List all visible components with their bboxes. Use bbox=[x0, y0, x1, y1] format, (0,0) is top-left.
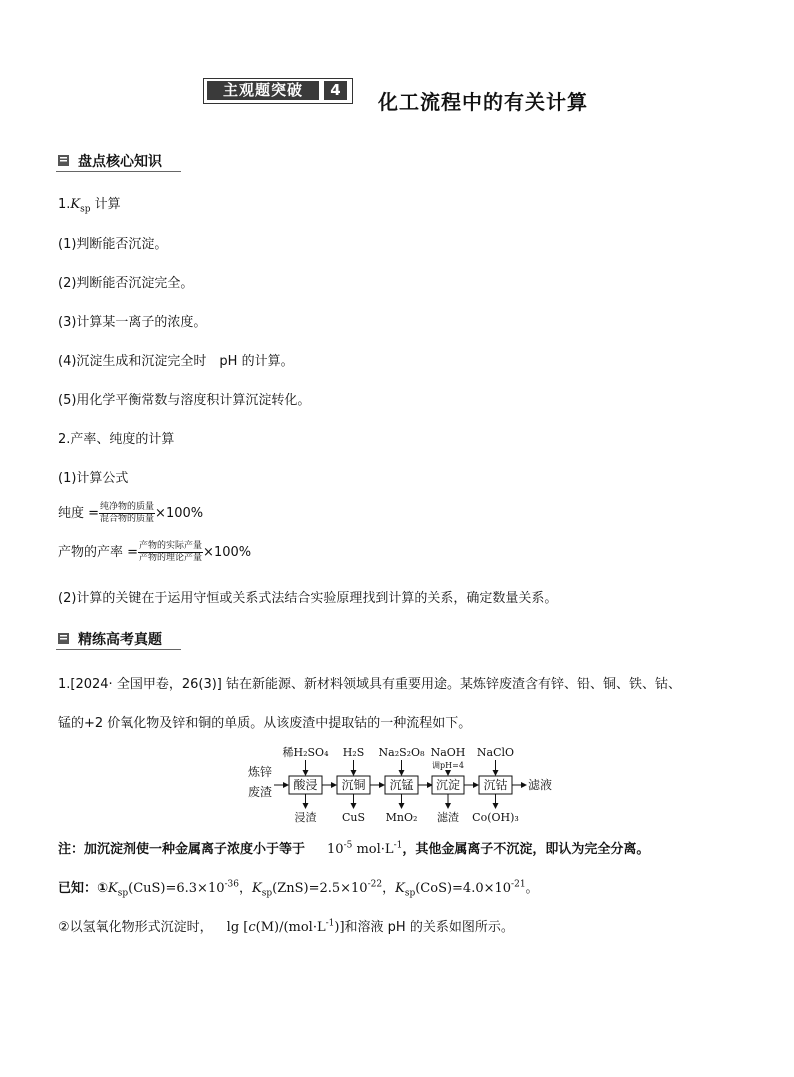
purity-formula: 纯度 = $\frac{\text{纯净物的质量}}{\text{混合物的质量}}$ ×100% bbox=[58, 502, 204, 524]
list-item: (5)用化学平衡常数与溶度积计算沉淀转化。 bbox=[58, 393, 311, 408]
badge-label: 主观题突破 bbox=[207, 81, 319, 100]
yield-fraction: $\frac{\text{产物的实际产量}}{\text{产物的理论产量}}$ bbox=[139, 541, 203, 563]
flow-reagent: H₂S bbox=[342, 746, 365, 759]
flow-reagent: 稀H₂SO₄ bbox=[282, 746, 329, 759]
item-yield-heading: 2.产率、纯度的计算 bbox=[58, 432, 175, 447]
flow-reagent: NaOH bbox=[430, 746, 466, 759]
flow-step-label: 沉钴 bbox=[483, 778, 508, 792]
list-item: (2)判断能否沉淀完全。 bbox=[58, 276, 194, 291]
yield-formula: 产物的产率 = $\frac{\text{产物的实际产量}}{\text{产物的理论产量}}$ ×100% bbox=[58, 541, 252, 563]
item-ksp-heading: $1.K_{sp}$ 计算 bbox=[58, 197, 121, 215]
flow-end-label: 滤液 bbox=[528, 778, 553, 792]
purity-fraction: $\frac{\text{纯净物的质量}}{\text{混合物的质量}}$ bbox=[100, 502, 155, 524]
book-icon bbox=[58, 632, 71, 645]
section-heading-exam: 精练高考真题 bbox=[78, 632, 162, 648]
flow-reagent: Na₂S₂O₈ bbox=[378, 746, 425, 759]
flow-product: CuS bbox=[341, 811, 366, 824]
flow-step-label: 沉锰 bbox=[389, 778, 414, 792]
known-hydroxide-note: ②以氢氧化物形式沉淀时， $\lg [c(M)/(mol\cdot L^{-1})]$和溶液 pH 的关系如图所示。 bbox=[58, 918, 514, 935]
page-title: 化工流程中的有关计算 bbox=[378, 90, 588, 114]
question-text: 1.[2024· 全国甲卷，26(3)] 钴在新能源、新材料领域具有重要用途。某炼锌废渣含有锌、铅、铜、铁、钴、 bbox=[58, 677, 681, 692]
list-item: (1)判断能否沉淀。 bbox=[58, 237, 168, 252]
list-item: (3)计算某一离子的浓度。 bbox=[58, 315, 207, 330]
flow-reagent-note: 调pH=4 bbox=[432, 761, 464, 770]
flow-reagent: NaClO bbox=[476, 746, 515, 759]
flow-product: Co(OH)₃ bbox=[472, 811, 519, 824]
flow-product: 滤渣 bbox=[437, 811, 459, 824]
flow-start-top: 炼锌 bbox=[248, 765, 273, 779]
known-ksp-values: 已知：$①K_{sp}(CuS)=6.3\times 10^{-36}$，$K_{sp}(ZnS)=2.5\times 10^{-22}$，$K_{sp}(CoS)=4.0\times 10^{-21}$。 bbox=[58, 879, 539, 899]
flow-product: 浸渣 bbox=[294, 811, 317, 824]
title-badge bbox=[203, 78, 353, 104]
question-text: 锰的+2 价氧化物及锌和铜的单质。从该废渣中提取钴的一种流程如下。 bbox=[58, 716, 472, 731]
book-icon bbox=[58, 154, 71, 167]
badge-number: 4 bbox=[324, 81, 347, 100]
section-underline bbox=[56, 649, 181, 650]
formula-heading: (1)计算公式 bbox=[58, 471, 129, 486]
process-flow-diagram bbox=[248, 744, 558, 826]
section-heading-core: 盘点核心知识 bbox=[78, 154, 162, 170]
flow-step-label: 酸浸 bbox=[293, 778, 318, 792]
flow-product: MnO₂ bbox=[385, 811, 418, 824]
flow-step-label: 沉铜 bbox=[341, 778, 366, 792]
formula-note: (2)计算的关键在于运用守恒或关系式法结合实验原理找到计算的关系，确定数量关系。 bbox=[58, 591, 558, 606]
flow-step-label: 沉淀 bbox=[435, 778, 461, 792]
list-item: (4)沉淀生成和沉淀完全时 pH 的计算。 bbox=[58, 354, 294, 369]
note-text: 注：加沉淀剂使一种金属离子浓度小于等于 $10^{-5}$ $mol\cdot L^{-1}$，其他金属离子不沉淀，即认为完全分离。 bbox=[58, 840, 650, 857]
flow-start-bottom: 废渣 bbox=[248, 785, 273, 799]
section-underline bbox=[56, 171, 181, 172]
